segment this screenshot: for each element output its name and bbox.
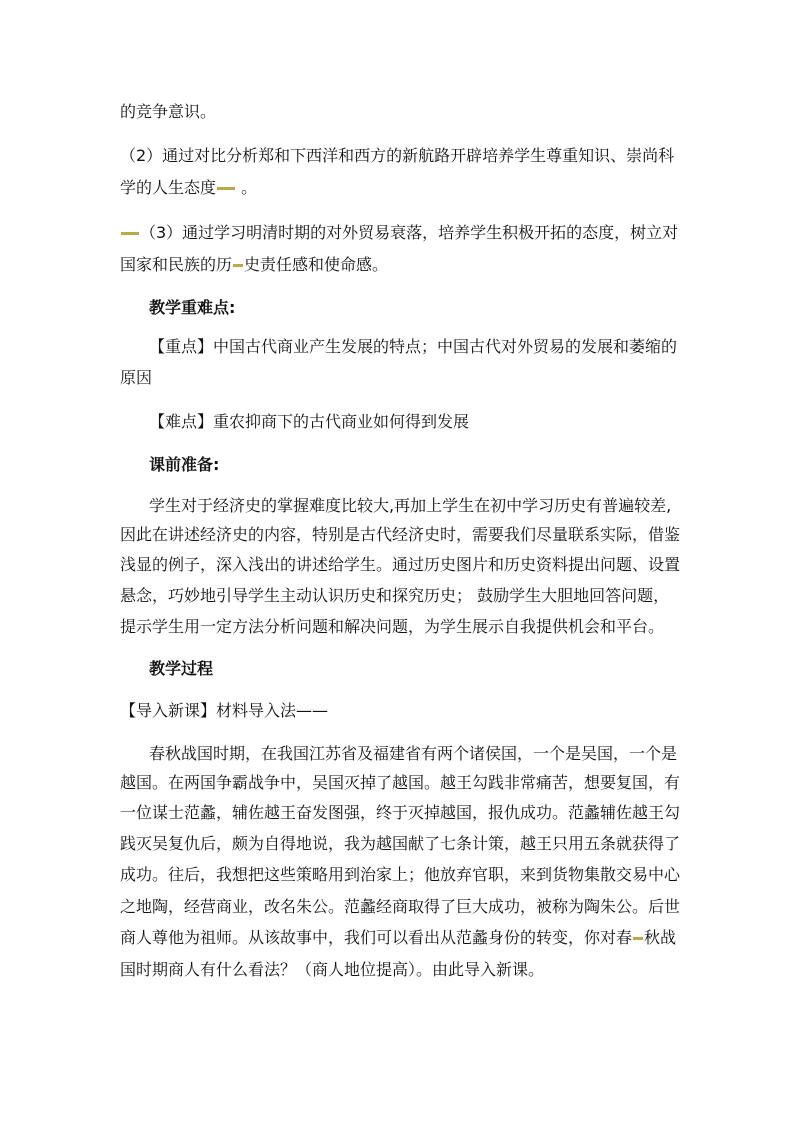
text-line: 国时期商人有什么看法？（商人地位提高）。由此导入新课。: [120, 960, 545, 979]
text-line: 浅显的例子，深入浅出的讲述给学生。通过历史图片和历史资料提出问题、设置: [120, 555, 681, 574]
highlight-mark: [633, 937, 643, 940]
text-line: （3）通过学习明清时期的对外贸易衰落，培养学生积极开拓的态度，树立对: [120, 219, 678, 247]
text-line: 悬念，巧妙地引导学生主动认识历史和探究历史； 鼓励学生大胆地回答问题，: [120, 586, 670, 605]
text-line: 【导入新课】材料导入法——: [120, 701, 329, 720]
highlight-mark: [217, 187, 235, 190]
text-line: 【难点】重农抑商下的古代商业如何得到发展: [149, 412, 470, 431]
text-line: 提示学生用一定方法分析问题和解决问题，为学生展示自我提供机会和平台。: [120, 617, 665, 636]
section-heading: 教学重难点:: [149, 298, 236, 317]
text-line: 学生对于经济史的掌握难度比较大,再加上学生在初中学习历史有普遍较差,: [149, 496, 672, 515]
text-line: 国家和民族的历 史责任感和使命感。: [120, 255, 389, 274]
text-line: （2）通过对比分析郑和下西洋和西方的新航路开辟培养学生尊重知识、崇尚科: [120, 146, 675, 165]
highlight-mark: [233, 264, 243, 267]
text-line: 学的人生态度 。: [120, 178, 258, 197]
text-line: 成功。往后，我想把这些策略用到治家上；他放弃官职，来到货物集散交易中心: [120, 865, 681, 884]
text-line: 的竞争意识。: [120, 102, 217, 121]
text-line: 春秋战国时期，在我国江苏省及福建省有两个诸侯国，一个是吴国，一个是: [149, 744, 678, 763]
text-line: 越国。在两国争霸战争中，吴国灭掉了越国。越王勾践非常痛苦，想要复国，有: [120, 773, 681, 792]
text-line: 一位谋士范蠡，辅佐越王奋发图强，终于灭掉越国，报仇成功。范蠡辅佐越王勾: [120, 803, 681, 822]
text-line: 践灭吴复仇后，颇为自得地说，我为越国献了七条计策，越王只用五条就获得了: [120, 834, 681, 853]
text-line: 原因: [120, 368, 153, 387]
section-heading: 教学过程: [149, 659, 214, 678]
highlight-mark: [121, 232, 139, 235]
text-line: 因此在讲述经济史的内容，特别是古代经济史时，需要我们尽量联系实际，借鉴: [120, 525, 681, 544]
text-line: 之地陶，经营商业，改名朱公。范蠡经商取得了巨大成功，被称为陶朱公。后世: [120, 897, 681, 916]
text-line: 商人尊他为祖师。从该故事中，我们可以看出从范蠡身份的转变，你对春 秋战: [120, 928, 677, 947]
section-heading: 课前准备:: [149, 455, 220, 474]
text-line: 【重点】中国古代商业产生发展的特点；中国古代对外贸易的发展和萎缩的: [149, 337, 678, 356]
